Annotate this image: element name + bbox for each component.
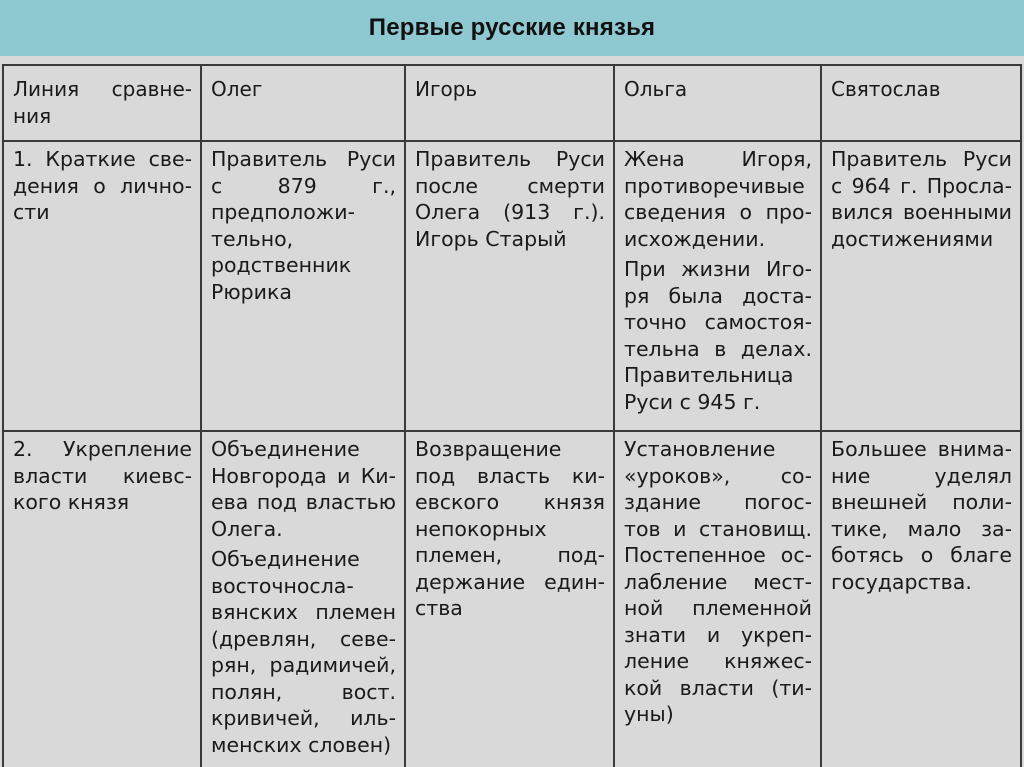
cell-text: Большее внима- ние уделял внешней поли- тике, мало за- ботясь о благе государства. bbox=[831, 437, 1012, 594]
table-row bbox=[3, 141, 1021, 431]
column-header: Святослав bbox=[821, 65, 1021, 141]
comparison-table bbox=[2, 64, 1022, 767]
cell-text: При жизни Иго- ря была доста- точно самостоя- тельна в делах. Правительница Руси с 945 г. bbox=[624, 257, 812, 414]
igor-cell bbox=[405, 141, 614, 431]
oleg-cell bbox=[201, 141, 405, 431]
title-bar bbox=[0, 0, 1024, 56]
oleg-cell bbox=[201, 431, 405, 767]
page-title: Первые русские князья bbox=[368, 14, 656, 41]
cell-text: Правитель Руси с 964 г. Просла- вился военными достижениями bbox=[831, 147, 1012, 251]
criterion-cell: 2. Укрепление власти киевс- кого князя bbox=[3, 431, 201, 767]
column-header: Линия сравне- ния bbox=[3, 65, 201, 141]
cell-text: Установление «уроков», со- здание погос- тов и становищ. Постепенное ос- лабление мест- ной племенной знати и укреп- ление княжес- кой власти (ти- уны) bbox=[624, 437, 812, 726]
svyatoslav-cell bbox=[821, 431, 1021, 767]
column-header: Олег bbox=[201, 65, 405, 141]
cell-text: Объединение Новгорода и Ки- ева под властью Олега. bbox=[211, 437, 396, 541]
cell-text: Объединение восточносла- вянских племен (древлян, севе- рян, радимичей, полян, вост. кривичей, иль- менских словен) bbox=[211, 547, 396, 757]
igor-cell bbox=[405, 431, 614, 767]
cell-text: Возвращение под власть ки- евского князя непокорных племен, под- держание един- ства bbox=[415, 437, 605, 620]
olga-cell bbox=[614, 141, 821, 431]
cell-text: Жена Игоря, противоречивые сведения о про- исхождении. bbox=[624, 147, 812, 251]
table-header-row bbox=[3, 65, 1021, 141]
scanned-table-area bbox=[0, 56, 1024, 767]
cell-text: Правитель Руси после смерти Олега (913 г.). Игорь Старый bbox=[415, 147, 605, 251]
column-header: Ольга bbox=[614, 65, 821, 141]
criterion-cell: 1. Краткие све- дения о лично- сти bbox=[3, 141, 201, 431]
table-row bbox=[3, 431, 1021, 767]
cell-text: Правитель Руси с 879 г., предположи- тельно, родственник Рюрика bbox=[211, 147, 396, 304]
svyatoslav-cell bbox=[821, 141, 1021, 431]
column-header: Игорь bbox=[405, 65, 614, 141]
olga-cell bbox=[614, 431, 821, 767]
